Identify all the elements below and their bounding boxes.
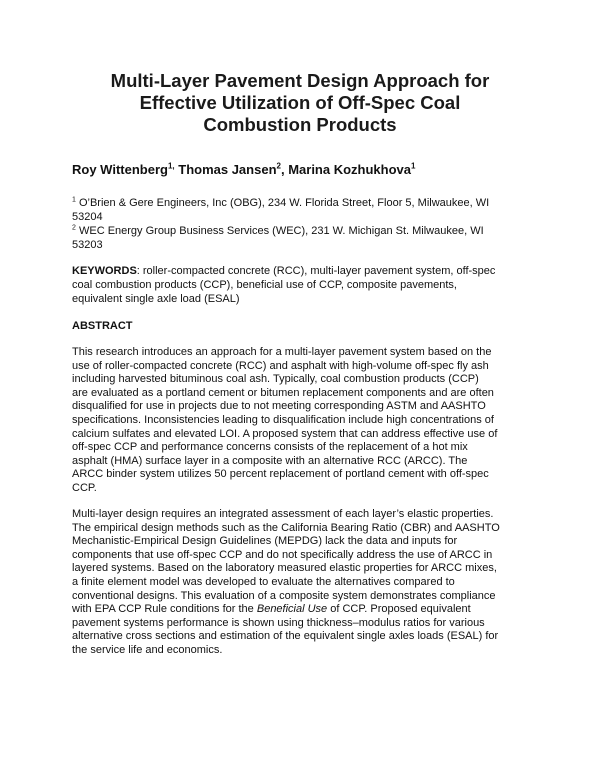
keywords-text: : roller-compacted concrete (RCC), multi-layer pavement system, off-spec [136,265,496,277]
paragraph-line: specifications. Inconsistencies leading to disqualification include high concentrations of [72,413,494,426]
author-separator: , [280,162,289,177]
abstract-paragraph-1 [72,346,532,496]
title-line: Multi-Layer Pavement Design Approach for [110,70,490,91]
paragraph-line: alternative cross sections and estimation of the equivalent single axles loads (ESAL) for [72,630,499,643]
paragraph-line: The empirical design methods such as the California Bearing Ratio (CBR) and AASHTO [72,521,500,534]
affiliation-text: O’Brien & Gere Engineers, Inc (OBG), 234 W. Florida Street, Floor 5, Milwaukee, WI [78,197,490,209]
title-line: Combustion Products [203,114,397,135]
paragraph-line: layered systems. Based on the laboratory measured elastic properties for ARCC mixes, [72,562,497,575]
paragraph-line: calcium sulfates and elevated LOI. A proposed system that can address effective use of [72,427,498,440]
paragraph-line: Multi-layer design requires an integrated assessment of each layer’s elastic properties. [72,508,494,520]
paragraph-line: pavement systems performance is shown using thickness–modulus ratios for various [72,616,485,629]
keywords-text: equivalent single axle load (ESAL) [72,293,240,305]
keywords-text: coal combustion products (CCP), beneficial use of CCP, composite pavements, [72,279,457,291]
author-name: Roy Wittenberg [72,162,168,177]
abstract-heading: ABSTRACT [72,320,133,332]
author-mark: 2 [276,161,281,171]
paragraph-line: ARCC binder system utilizes 50 percent replacement of portland cement with off-spec [72,468,489,481]
keywords-label: KEYWORDS [72,265,137,277]
author-name: Thomas Jansen [178,162,277,177]
paragraph-line: are evaluated as a portland cement or bitumen replacement components and are often [72,386,494,399]
author-list [72,162,415,177]
affiliation-text: 53204 [72,211,103,223]
paragraph-line: a finite element model was developed to evaluate the alternatives compared to [72,575,455,588]
author-mark: 1, [167,161,175,171]
italic-term: Beneficial Use [256,603,328,616]
paragraph-line: use of roller-compacted concrete (RCC) and asphalt with high-volume off-spec fly ash [72,359,489,372]
line-text: with EPA CCP Rule conditions for the [72,603,257,616]
paper-title [60,70,540,136]
paragraph-line: Mechanistic-Empirical Design Guidelines (MEPDG) lack the data and inputs for [72,535,458,548]
affiliation-1 [72,196,532,224]
paragraph-line: conventional designs. This evaluation of a composite system demonstrates compliance [72,589,496,602]
paragraph-line: including harvested bituminous coal ash. Typically, coal combustion products (CCP) [72,373,479,386]
paragraph-line: components that use off-spec CCP and do not specifically address the use of ARCC in [72,548,493,561]
paragraph-line: the service life and economics. [72,643,223,656]
keywords-block [72,264,532,306]
title-line: Effective Utilization of Off-Spec Coal [139,92,461,113]
affiliation-2 [72,224,532,252]
paragraph-line: This research introduces an approach for a multi-layer pavement system based on the [72,346,492,358]
author-mark: 1 [411,161,416,171]
paragraph-line: CCP. [72,481,97,494]
paragraph-line [72,603,532,617]
affiliation-text: WEC Energy Group Business Services (WEC), 231 W. Michigan St. Milwaukee, WI [78,225,484,237]
affiliation-mark: 2 [72,224,76,232]
paragraph-line: asphalt (HMA) surface layer in a composite with an alternative RCC (ARCC). The [72,454,468,467]
affiliation-text: 53203 [72,239,103,251]
author-name: Marina Kozhukhova [288,162,411,177]
line-text: of CCP. Proposed equivalent [327,603,471,616]
paragraph-line: disqualified for use in projects due to not meeting corresponding ASTM and AASHTO [72,400,486,413]
affiliation-mark: 1 [72,196,76,204]
paragraph-line: off-spec CCP and performance concerns consists of the replacement of a hot mix [72,441,468,454]
abstract-paragraph-2 [72,508,532,658]
